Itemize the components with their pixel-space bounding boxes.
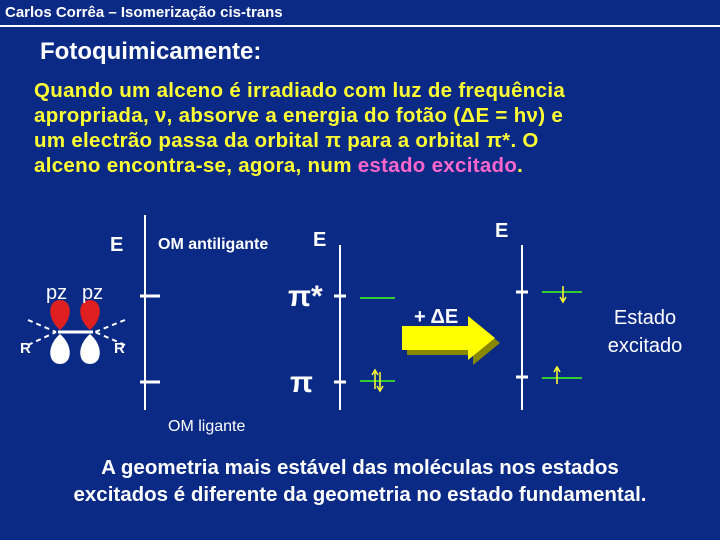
para-line-3: um electrão passa da orbital π para a orbital π*. O <box>34 129 539 152</box>
para-line-2: apropriada, ν, absorve a energia do fotão (ΔE = hν) e <box>34 104 564 127</box>
para-line-4: alceno encontra-se, agora, num estado excitado. <box>34 154 524 177</box>
p-orbital-icon <box>28 300 125 364</box>
om-ligante-label: OM ligante <box>168 418 246 435</box>
r-label-left: R <box>20 340 31 357</box>
conclusion-text <box>0 454 720 508</box>
electron-up-arrow-icon <box>554 367 560 384</box>
r-label-right: R <box>114 340 125 357</box>
energy-label-left: E <box>110 234 124 256</box>
header-title: Carlos Corrêa – Isomerização cis-trans <box>5 4 283 21</box>
excited-state-label: Estado excitado <box>607 307 683 357</box>
delta-e-label: + ΔE <box>414 306 459 328</box>
energy-label-mid: E <box>313 229 327 251</box>
electron-down-arrow-icon <box>560 286 566 302</box>
para-line-1: Quando um alceno é irradiado com luz de frequência <box>34 79 566 102</box>
conclusion-line-2: excitados é diferente da geometria no estado fundamental. <box>73 483 647 506</box>
om-antiligante-label: OM antiligante <box>158 236 269 253</box>
pi-label: π <box>290 366 313 399</box>
pi-star-label: π* <box>288 280 323 313</box>
energy-label-right: E <box>495 220 509 242</box>
pz-label-right: pz <box>82 282 104 304</box>
slide-subtitle: Fotoquimicamente: <box>40 38 262 65</box>
pz-label-left: pz <box>46 282 68 304</box>
excited-state-highlight: estado excitado <box>357 154 518 177</box>
conclusion-line-1: A geometria mais estável das moléculas nos estados <box>101 456 619 479</box>
